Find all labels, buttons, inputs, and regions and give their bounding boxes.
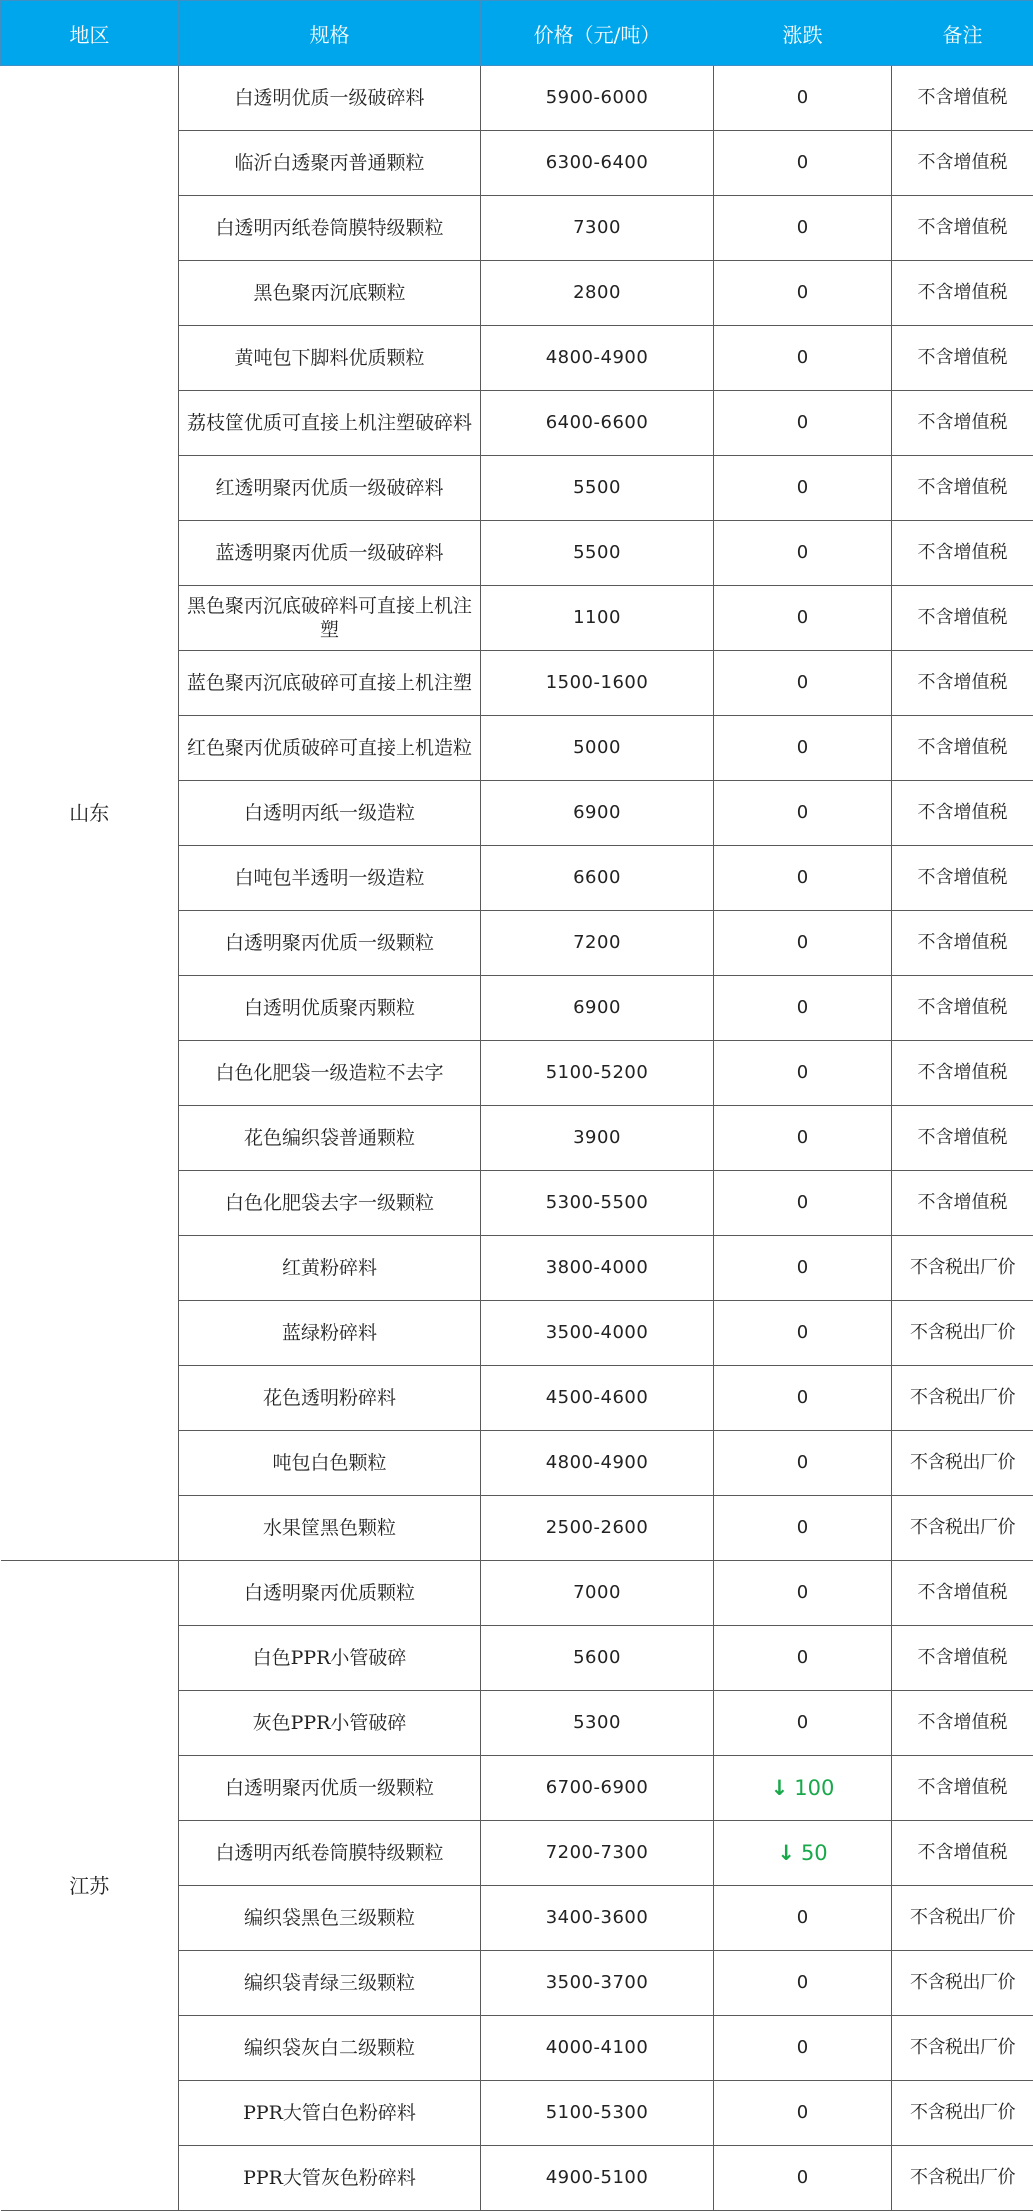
note-cell: 不含增值税 [892, 716, 1033, 781]
spec-cell: 蓝透明聚丙优质一级破碎料 [179, 521, 481, 586]
header-row [1, 1, 1033, 66]
change-cell: 0 [714, 586, 892, 651]
table-body [1, 66, 1033, 2211]
spec-cell: 吨包白色颗粒 [179, 1431, 481, 1496]
note-cell: 不含税出厂价 [892, 1886, 1033, 1951]
price-cell: 6600 [481, 846, 714, 911]
spec-cell: 白透明丙纸卷筒膜特级颗粒 [179, 196, 481, 261]
header-region: 地区 [1, 1, 179, 66]
spec-cell: 荔枝筐优质可直接上机注塑破碎料 [179, 391, 481, 456]
note-cell: 不含税出厂价 [892, 2016, 1033, 2081]
price-cell: 5100-5300 [481, 2081, 714, 2146]
price-cell: 6900 [481, 976, 714, 1041]
region-cell: 山东 [1, 66, 179, 1561]
spec-cell: 红透明聚丙优质一级破碎料 [179, 456, 481, 521]
note-cell: 不含税出厂价 [892, 1301, 1033, 1366]
table-row [1, 66, 1033, 131]
note-cell: 不含增值税 [892, 1171, 1033, 1236]
price-cell: 5300-5500 [481, 1171, 714, 1236]
region-cell: 江苏 [1, 1561, 179, 2211]
note-cell: 不含增值税 [892, 1756, 1033, 1821]
change-cell [714, 1821, 892, 1886]
spec-cell: 蓝色聚丙沉底破碎可直接上机注塑 [179, 651, 481, 716]
spec-cell: 白色化肥袋去字一级颗粒 [179, 1171, 481, 1236]
price-cell: 5900-6000 [481, 66, 714, 131]
spec-cell: 白透明聚丙优质一级颗粒 [179, 911, 481, 976]
spec-cell: 编织袋黑色三级颗粒 [179, 1886, 481, 1951]
spec-cell: 编织袋灰白二级颗粒 [179, 2016, 481, 2081]
change-value: 50 [801, 1841, 828, 1865]
spec-cell: 黑色聚丙沉底破碎料可直接上机注塑 [179, 586, 481, 651]
note-cell: 不含税出厂价 [892, 1366, 1033, 1431]
spec-cell: 白色化肥袋一级造粒不去字 [179, 1041, 481, 1106]
spec-cell: 红色聚丙优质破碎可直接上机造粒 [179, 716, 481, 781]
price-cell: 4500-4600 [481, 1366, 714, 1431]
change-cell: 0 [714, 1041, 892, 1106]
change-cell: 0 [714, 1886, 892, 1951]
price-cell: 6700-6900 [481, 1756, 714, 1821]
note-cell: 不含增值税 [892, 781, 1033, 846]
change-cell: 0 [714, 1951, 892, 2016]
change-cell: 0 [714, 66, 892, 131]
spec-cell: 白色PPR小管破碎 [179, 1626, 481, 1691]
price-cell: 6300-6400 [481, 131, 714, 196]
price-cell: 2800 [481, 261, 714, 326]
change-cell: 0 [714, 1106, 892, 1171]
change-cell: 0 [714, 716, 892, 781]
spec-cell: 编织袋青绿三级颗粒 [179, 1951, 481, 2016]
change-cell: 0 [714, 1691, 892, 1756]
price-cell: 1500-1600 [481, 651, 714, 716]
change-cell: 0 [714, 326, 892, 391]
change-cell: 0 [714, 1301, 892, 1366]
change-cell: 0 [714, 1171, 892, 1236]
price-cell: 3500-3700 [481, 1951, 714, 2016]
note-cell: 不含增值税 [892, 1691, 1033, 1756]
down-arrow-icon: ↓ [777, 1841, 795, 1865]
change-cell: 0 [714, 976, 892, 1041]
price-cell: 7200 [481, 911, 714, 976]
spec-cell: 白透明优质一级破碎料 [179, 66, 481, 131]
price-cell: 1100 [481, 586, 714, 651]
note-cell: 不含税出厂价 [892, 2081, 1033, 2146]
spec-cell: 黑色聚丙沉底颗粒 [179, 261, 481, 326]
note-cell: 不含增值税 [892, 391, 1033, 456]
change-cell: 0 [714, 911, 892, 976]
spec-cell: 白吨包半透明一级造粒 [179, 846, 481, 911]
note-cell: 不含增值税 [892, 326, 1033, 391]
note-cell: 不含增值税 [892, 1041, 1033, 1106]
note-cell: 不含税出厂价 [892, 2146, 1033, 2211]
note-cell: 不含税出厂价 [892, 1496, 1033, 1561]
change-cell: 0 [714, 1236, 892, 1301]
note-cell: 不含增值税 [892, 586, 1033, 651]
price-cell: 3400-3600 [481, 1886, 714, 1951]
change-cell: 0 [714, 651, 892, 716]
note-cell: 不含增值税 [892, 131, 1033, 196]
price-cell: 7300 [481, 196, 714, 261]
note-cell: 不含税出厂价 [892, 1236, 1033, 1301]
note-cell: 不含增值税 [892, 196, 1033, 261]
price-cell: 3900 [481, 1106, 714, 1171]
down-arrow-icon: ↓ [771, 1776, 789, 1800]
change-cell: 0 [714, 131, 892, 196]
note-cell: 不含增值税 [892, 1106, 1033, 1171]
price-cell: 3500-4000 [481, 1301, 714, 1366]
spec-cell: 白透明丙纸卷筒膜特级颗粒 [179, 1821, 481, 1886]
note-cell: 不含增值税 [892, 261, 1033, 326]
note-cell: 不含增值税 [892, 976, 1033, 1041]
spec-cell: 白透明聚丙优质一级颗粒 [179, 1756, 481, 1821]
spec-cell: PPR大管白色粉碎料 [179, 2081, 481, 2146]
change-cell: 0 [714, 521, 892, 586]
note-cell: 不含税出厂价 [892, 1951, 1033, 2016]
note-cell: 不含增值税 [892, 846, 1033, 911]
change-value: 100 [794, 1776, 834, 1800]
spec-cell: 蓝绿粉碎料 [179, 1301, 481, 1366]
note-cell: 不含增值税 [892, 1821, 1033, 1886]
change-cell: 0 [714, 1561, 892, 1626]
change-cell [714, 1756, 892, 1821]
change-cell: 0 [714, 2081, 892, 2146]
price-cell: 4900-5100 [481, 2146, 714, 2211]
change-cell: 0 [714, 456, 892, 521]
price-cell: 5300 [481, 1691, 714, 1756]
header-spec: 规格 [179, 1, 481, 66]
change-cell: 0 [714, 2146, 892, 2211]
change-cell: 0 [714, 2016, 892, 2081]
change-cell: 0 [714, 846, 892, 911]
change-cell: 0 [714, 1366, 892, 1431]
price-cell: 7200-7300 [481, 1821, 714, 1886]
note-cell: 不含税出厂价 [892, 1431, 1033, 1496]
price-cell: 5100-5200 [481, 1041, 714, 1106]
spec-cell: 灰色PPR小管破碎 [179, 1691, 481, 1756]
note-cell: 不含增值税 [892, 1626, 1033, 1691]
note-cell: 不含增值税 [892, 1561, 1033, 1626]
spec-cell: 白透明优质聚丙颗粒 [179, 976, 481, 1041]
header-note: 备注 [892, 1, 1033, 66]
price-cell: 4800-4900 [481, 1431, 714, 1496]
change-cell: 0 [714, 1626, 892, 1691]
note-cell: 不含增值税 [892, 456, 1033, 521]
price-cell: 7000 [481, 1561, 714, 1626]
note-cell: 不含增值税 [892, 521, 1033, 586]
price-cell: 4800-4900 [481, 326, 714, 391]
note-cell: 不含增值税 [892, 66, 1033, 131]
header-price: 价格（元/吨） [481, 1, 714, 66]
price-cell: 4000-4100 [481, 2016, 714, 2081]
spec-cell: 水果筐黑色颗粒 [179, 1496, 481, 1561]
table-row [1, 1561, 1033, 1626]
price-cell: 3800-4000 [481, 1236, 714, 1301]
change-cell: 0 [714, 391, 892, 456]
price-cell: 5600 [481, 1626, 714, 1691]
spec-cell: 白透明丙纸一级造粒 [179, 781, 481, 846]
spec-cell: 红黄粉碎料 [179, 1236, 481, 1301]
change-cell: 0 [714, 781, 892, 846]
spec-cell: PPR大管灰色粉碎料 [179, 2146, 481, 2211]
price-cell: 5500 [481, 521, 714, 586]
spec-cell: 花色编织袋普通颗粒 [179, 1106, 481, 1171]
change-cell: 0 [714, 1431, 892, 1496]
price-cell: 6900 [481, 781, 714, 846]
change-cell: 0 [714, 196, 892, 261]
note-cell: 不含增值税 [892, 911, 1033, 976]
spec-cell: 白透明聚丙优质颗粒 [179, 1561, 481, 1626]
header-change: 涨跌 [714, 1, 892, 66]
spec-cell: 黄吨包下脚料优质颗粒 [179, 326, 481, 391]
change-cell: 0 [714, 261, 892, 326]
price-cell: 5000 [481, 716, 714, 781]
price-cell: 2500-2600 [481, 1496, 714, 1561]
spec-cell: 临沂白透聚丙普通颗粒 [179, 131, 481, 196]
note-cell: 不含增值税 [892, 651, 1033, 716]
price-cell: 5500 [481, 456, 714, 521]
price-cell: 6400-6600 [481, 391, 714, 456]
spec-cell: 花色透明粉碎料 [179, 1366, 481, 1431]
change-cell: 0 [714, 1496, 892, 1561]
